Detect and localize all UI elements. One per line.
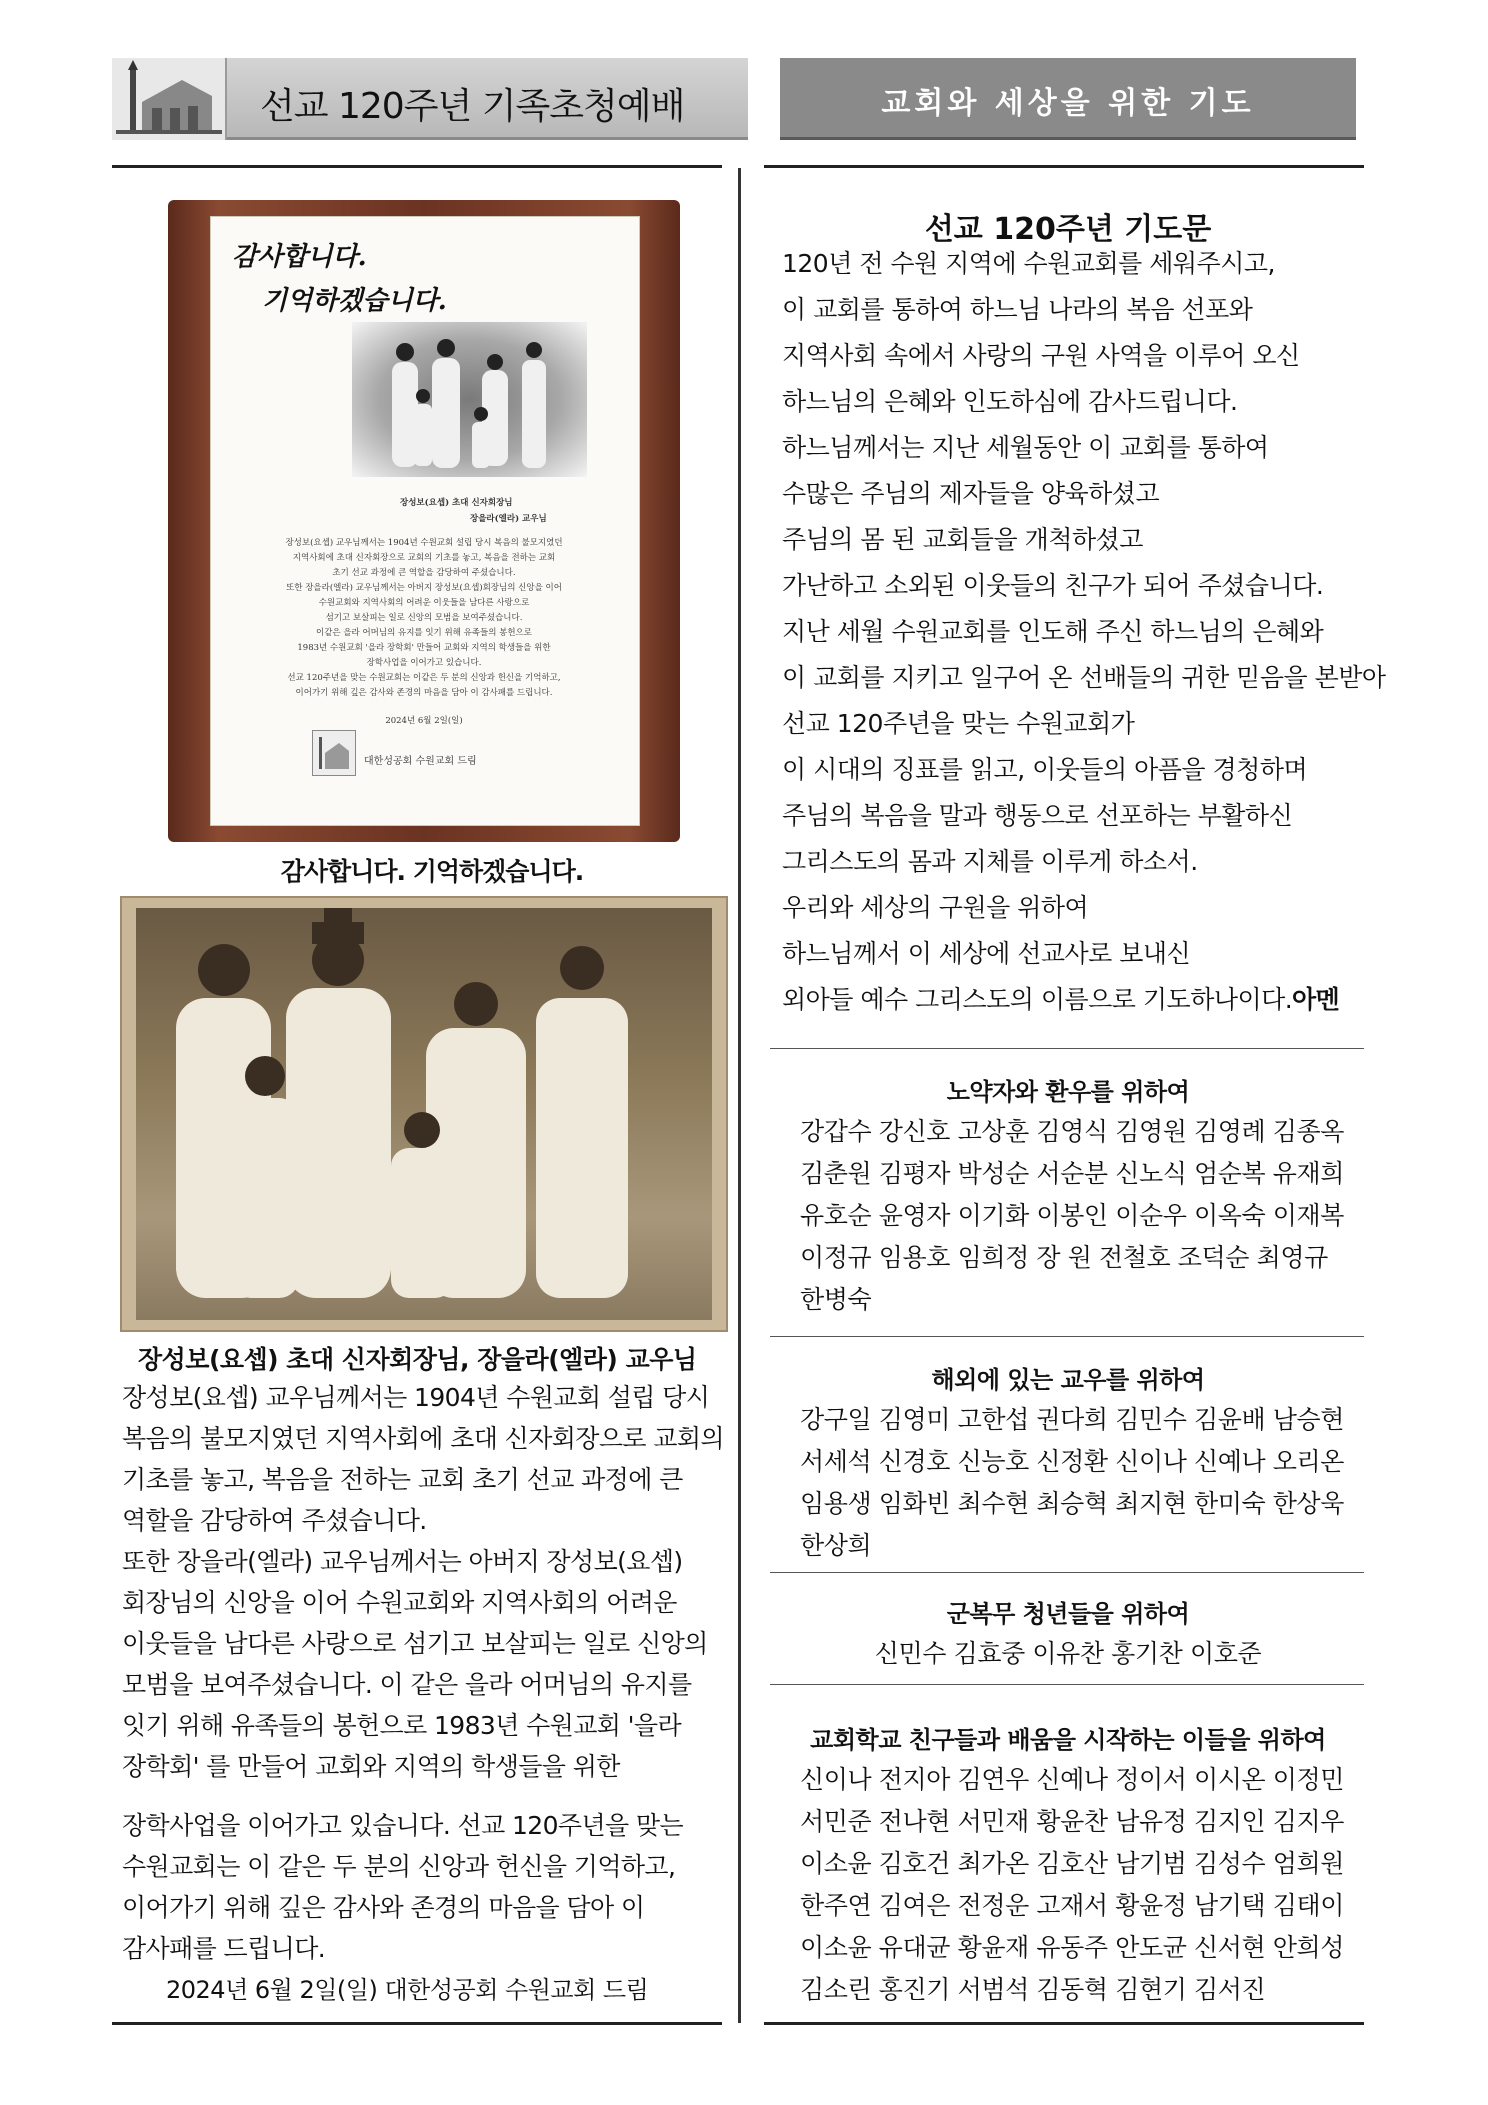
prayer-title: 선교 120주년 기도문	[924, 212, 1212, 247]
prayer-line: 주님의 복음을 말과 행동으로 선포하는 부활하신	[782, 801, 1293, 830]
section-names-line: 강갑수 강신호 고상훈 김영식 김영원 김영례 김종옥	[800, 1117, 1345, 1146]
section-title-elderly: 노약자와 환우를 위하여	[946, 1078, 1190, 1106]
left-body-line: 수원교회는 이 같은 두 분의 신앙과 헌신을 기억하고,	[122, 1852, 676, 1881]
section-divider	[770, 1336, 1364, 1337]
left-body-line: 기초를 놓고, 복음을 전하는 교회 초기 선교 과정에 큰	[122, 1465, 683, 1494]
plaque-body-line: 또한 장을라(엘라) 교우님께서는 아버지 장성보(요셉)회장님의 신앙을 이어	[286, 583, 562, 593]
section-names-line: 김소린 홍진기 서범석 김동혁 김현기 김서진	[800, 1975, 1266, 2004]
section-divider	[770, 1048, 1364, 1049]
plaque-date: 2024년 6월 2일(일)	[385, 716, 463, 726]
prayer-line: 이 교회를 통하여 하느님 나라의 복음 선포와	[782, 295, 1253, 324]
section-names-line: 신이나 전지아 김연우 신예나 정이서 이시온 이정민	[800, 1765, 1345, 1794]
section-names-line: 임용생 임화빈 최수현 최승혁 최지현 한미숙 한상욱	[800, 1489, 1345, 1518]
section-names-line: 신민수 김효중 이유찬 홍기찬 이호준	[874, 1639, 1262, 1668]
prayer-line: 주님의 몸 된 교회들을 개척하셨고	[782, 525, 1143, 554]
prayer-line: 이 교회를 지키고 일구어 온 선배들의 귀한 믿음을 본받아	[782, 663, 1386, 692]
plaque-church-logo	[312, 730, 356, 776]
prayer-line: 외아들 예수 그리스도의 이름으로 기도하나이다.	[782, 985, 1293, 1014]
section-names-line: 김춘원 김평자 박성순 서순분 신노식 엄순복 유재희	[800, 1159, 1345, 1188]
section-names-line: 이소윤 유대균 황윤재 유동주 안도균 신서현 안희성	[800, 1933, 1345, 1962]
left-top-rule	[112, 165, 722, 168]
section-names-line: 서민준 전나현 서민재 황윤찬 남유정 김지인 김지우	[800, 1807, 1345, 1836]
column-divider	[738, 168, 741, 2023]
left-body-line: 장학회' 를 만들어 교회와 지역의 학생들을 위한	[122, 1752, 620, 1781]
section-title-school: 교회학교 친구들과 배움을 시작하는 이들을 위하여	[810, 1726, 1326, 1754]
plaque-caption: 감사합니다. 기억하겠습니다.	[280, 857, 584, 886]
plaque-body-line: 장학사업을 이어가고 있습니다.	[366, 658, 482, 668]
section-names-line: 한주연 김여은 전정운 고재서 황윤정 남기택 김태이	[800, 1891, 1345, 1920]
left-body-line: 장학사업을 이어가고 있습니다. 선교 120주년을 맞는	[122, 1811, 683, 1840]
prayer-line: 하느님께서는 지난 세월동안 이 교회를 통하여	[782, 433, 1269, 462]
right-top-rule	[764, 165, 1364, 168]
section-divider	[770, 1572, 1364, 1573]
plaque-body-line: 지역사회에 초대 신자회장으로 교회의 기초를 놓고, 복음을 전하는 교회	[292, 553, 556, 563]
plaque-body-line: 장성보(요셉) 교우님께서는 1904년 수원교회 설립 당시 복음의 불모지였던	[285, 538, 563, 548]
prayer-line: 그리스도의 몸과 지체를 이루게 하소서.	[782, 847, 1198, 876]
section-names-line: 서세석 신경호 신능호 신정환 신이나 신예나 오리온	[800, 1447, 1345, 1476]
prayer-line: 하느님께서 이 세상에 선교사로 보내신	[782, 939, 1191, 968]
prayer-line: 지난 세월 수원교회를 인도해 주신 하느님의 은혜와	[782, 617, 1324, 646]
family-photo	[136, 908, 712, 1320]
plaque-body-line: 이어가기 위해 깊은 감사와 존경의 마음을 담아 이 감사패를 드립니다.	[295, 688, 553, 698]
section-names-line: 한상희	[800, 1531, 872, 1560]
left-body-line: 모범을 보여주셨습니다. 이 같은 을라 어머님의 유지를	[122, 1670, 692, 1699]
left-body-line: 감사패를 드립니다.	[122, 1934, 326, 1963]
section-names-line: 한병숙	[800, 1285, 872, 1314]
header-right-title: 교회와 세상을 위한 기도	[881, 86, 1255, 121]
left-body-line: 회장님의 신앙을 이어 수원교회와 지역사회의 어려운	[122, 1588, 677, 1617]
church-logo	[112, 58, 227, 140]
left-subtitle: 장성보(요셉) 초대 신자회장님, 장을라(엘라) 교우님	[138, 1345, 697, 1374]
prayer-line: 우리와 세상의 구원을 위하여	[782, 893, 1089, 922]
plaque-handwriting-line2: 기억하겠습니다.	[262, 286, 447, 316]
prayer-line: 이 시대의 징표를 읽고, 이웃들의 아픔을 경청하며	[782, 755, 1308, 784]
left-bottom-rule	[112, 2022, 722, 2025]
section-names-line: 이정규 임용호 임희정 장 원 전철호 조덕순 최영규	[800, 1243, 1328, 1272]
plaque-body-line: 섬기고 보살피는 일로 신앙의 모범을 보여주셨습니다.	[325, 613, 523, 623]
prayer-line: 가난하고 소외된 이웃들의 친구가 되어 주셨습니다.	[782, 571, 1324, 600]
left-body-line: 장성보(요셉) 교우님께서는 1904년 수원교회 설립 당시	[122, 1383, 710, 1412]
left-body-line: 복음의 불모지였던 지역사회에 초대 신자회장으로 교회의	[122, 1424, 724, 1453]
plaque-handwriting-line1: 감사합니다.	[232, 242, 367, 272]
prayer-line: 하느님의 은혜와 인도하심에 감사드립니다.	[782, 387, 1238, 416]
section-names-line: 유호순 윤영자 이기화 이봉인 이순우 이옥숙 이재복	[800, 1201, 1345, 1230]
plaque-photo	[352, 322, 587, 477]
left-body-line: 잇기 위해 유족들의 봉헌으로 1983년 수원교회 '을라	[122, 1711, 682, 1740]
left-date-line: 2024년 6월 2일(일) 대한성공회 수원교회 드림	[166, 1976, 649, 2004]
plaque-name-line1: 장성보(요셉) 초대 신자회장님	[400, 498, 513, 508]
section-names-line: 강구일 김영미 고한섭 권다희 김민수 김윤배 남승현	[800, 1405, 1345, 1434]
plaque-body-line: 1983년 수원교회 '을라 장학회' 만들어 교회와 지역의 학생들을 위한	[297, 643, 551, 653]
header-left-title: 선교 120주년 기족초청예배	[260, 86, 685, 127]
left-body-line: 이웃들을 남다른 사랑으로 섬기고 보살피는 일로 신앙의	[122, 1629, 708, 1658]
prayer-line: 지역사회 속에서 사랑의 구원 사역을 이루어 오신	[782, 341, 1300, 370]
prayer-line: 120년 전 수원 지역에 수원교회를 세워주시고,	[782, 249, 1275, 278]
prayer-line: 선교 120주년을 맞는 수원교회가	[782, 709, 1135, 738]
plaque-body-line: 초기 선교 과정에 큰 역할을 감당하여 주셨습니다.	[332, 568, 516, 578]
right-bottom-rule	[764, 2022, 1364, 2025]
section-title-overseas: 해외에 있는 교우를 위하여	[931, 1366, 1205, 1394]
plaque-body-line: 수원교회와 지역사회의 어려운 이웃들을 남다른 사랑으로	[318, 598, 530, 608]
left-body-line: 역할을 감당하여 주셨습니다.	[122, 1506, 427, 1535]
prayer-line: 수많은 주님의 제자들을 양육하셨고	[782, 479, 1160, 508]
left-body-line: 또한 장을라(엘라) 교우님께서는 아버지 장성보(요셉)	[122, 1547, 683, 1576]
plaque-body-line: 이같은 을라 어머님의 유지를 잇기 위해 유족들의 봉헌으로	[316, 628, 532, 638]
plaque-body-line: 선교 120주년을 맞는 수원교회는 이같은 두 분의 신앙과 헌신을 기억하고,	[287, 673, 561, 683]
plaque-signature: 대한성공회 수원교회 드림	[364, 756, 477, 767]
section-divider	[770, 1684, 1364, 1685]
left-body-line: 이어가기 위해 깊은 감사와 존경의 마음을 담아 이	[122, 1893, 645, 1922]
section-names-line: 이소윤 김호건 최가온 김호산 남기범 김성수 엄희원	[800, 1849, 1345, 1878]
section-title-military: 군복무 청년들을 위하여	[946, 1600, 1190, 1628]
plaque-name-line2: 장을라(엘라) 교우님	[470, 514, 547, 524]
prayer-amen: 아멘	[1292, 985, 1340, 1014]
